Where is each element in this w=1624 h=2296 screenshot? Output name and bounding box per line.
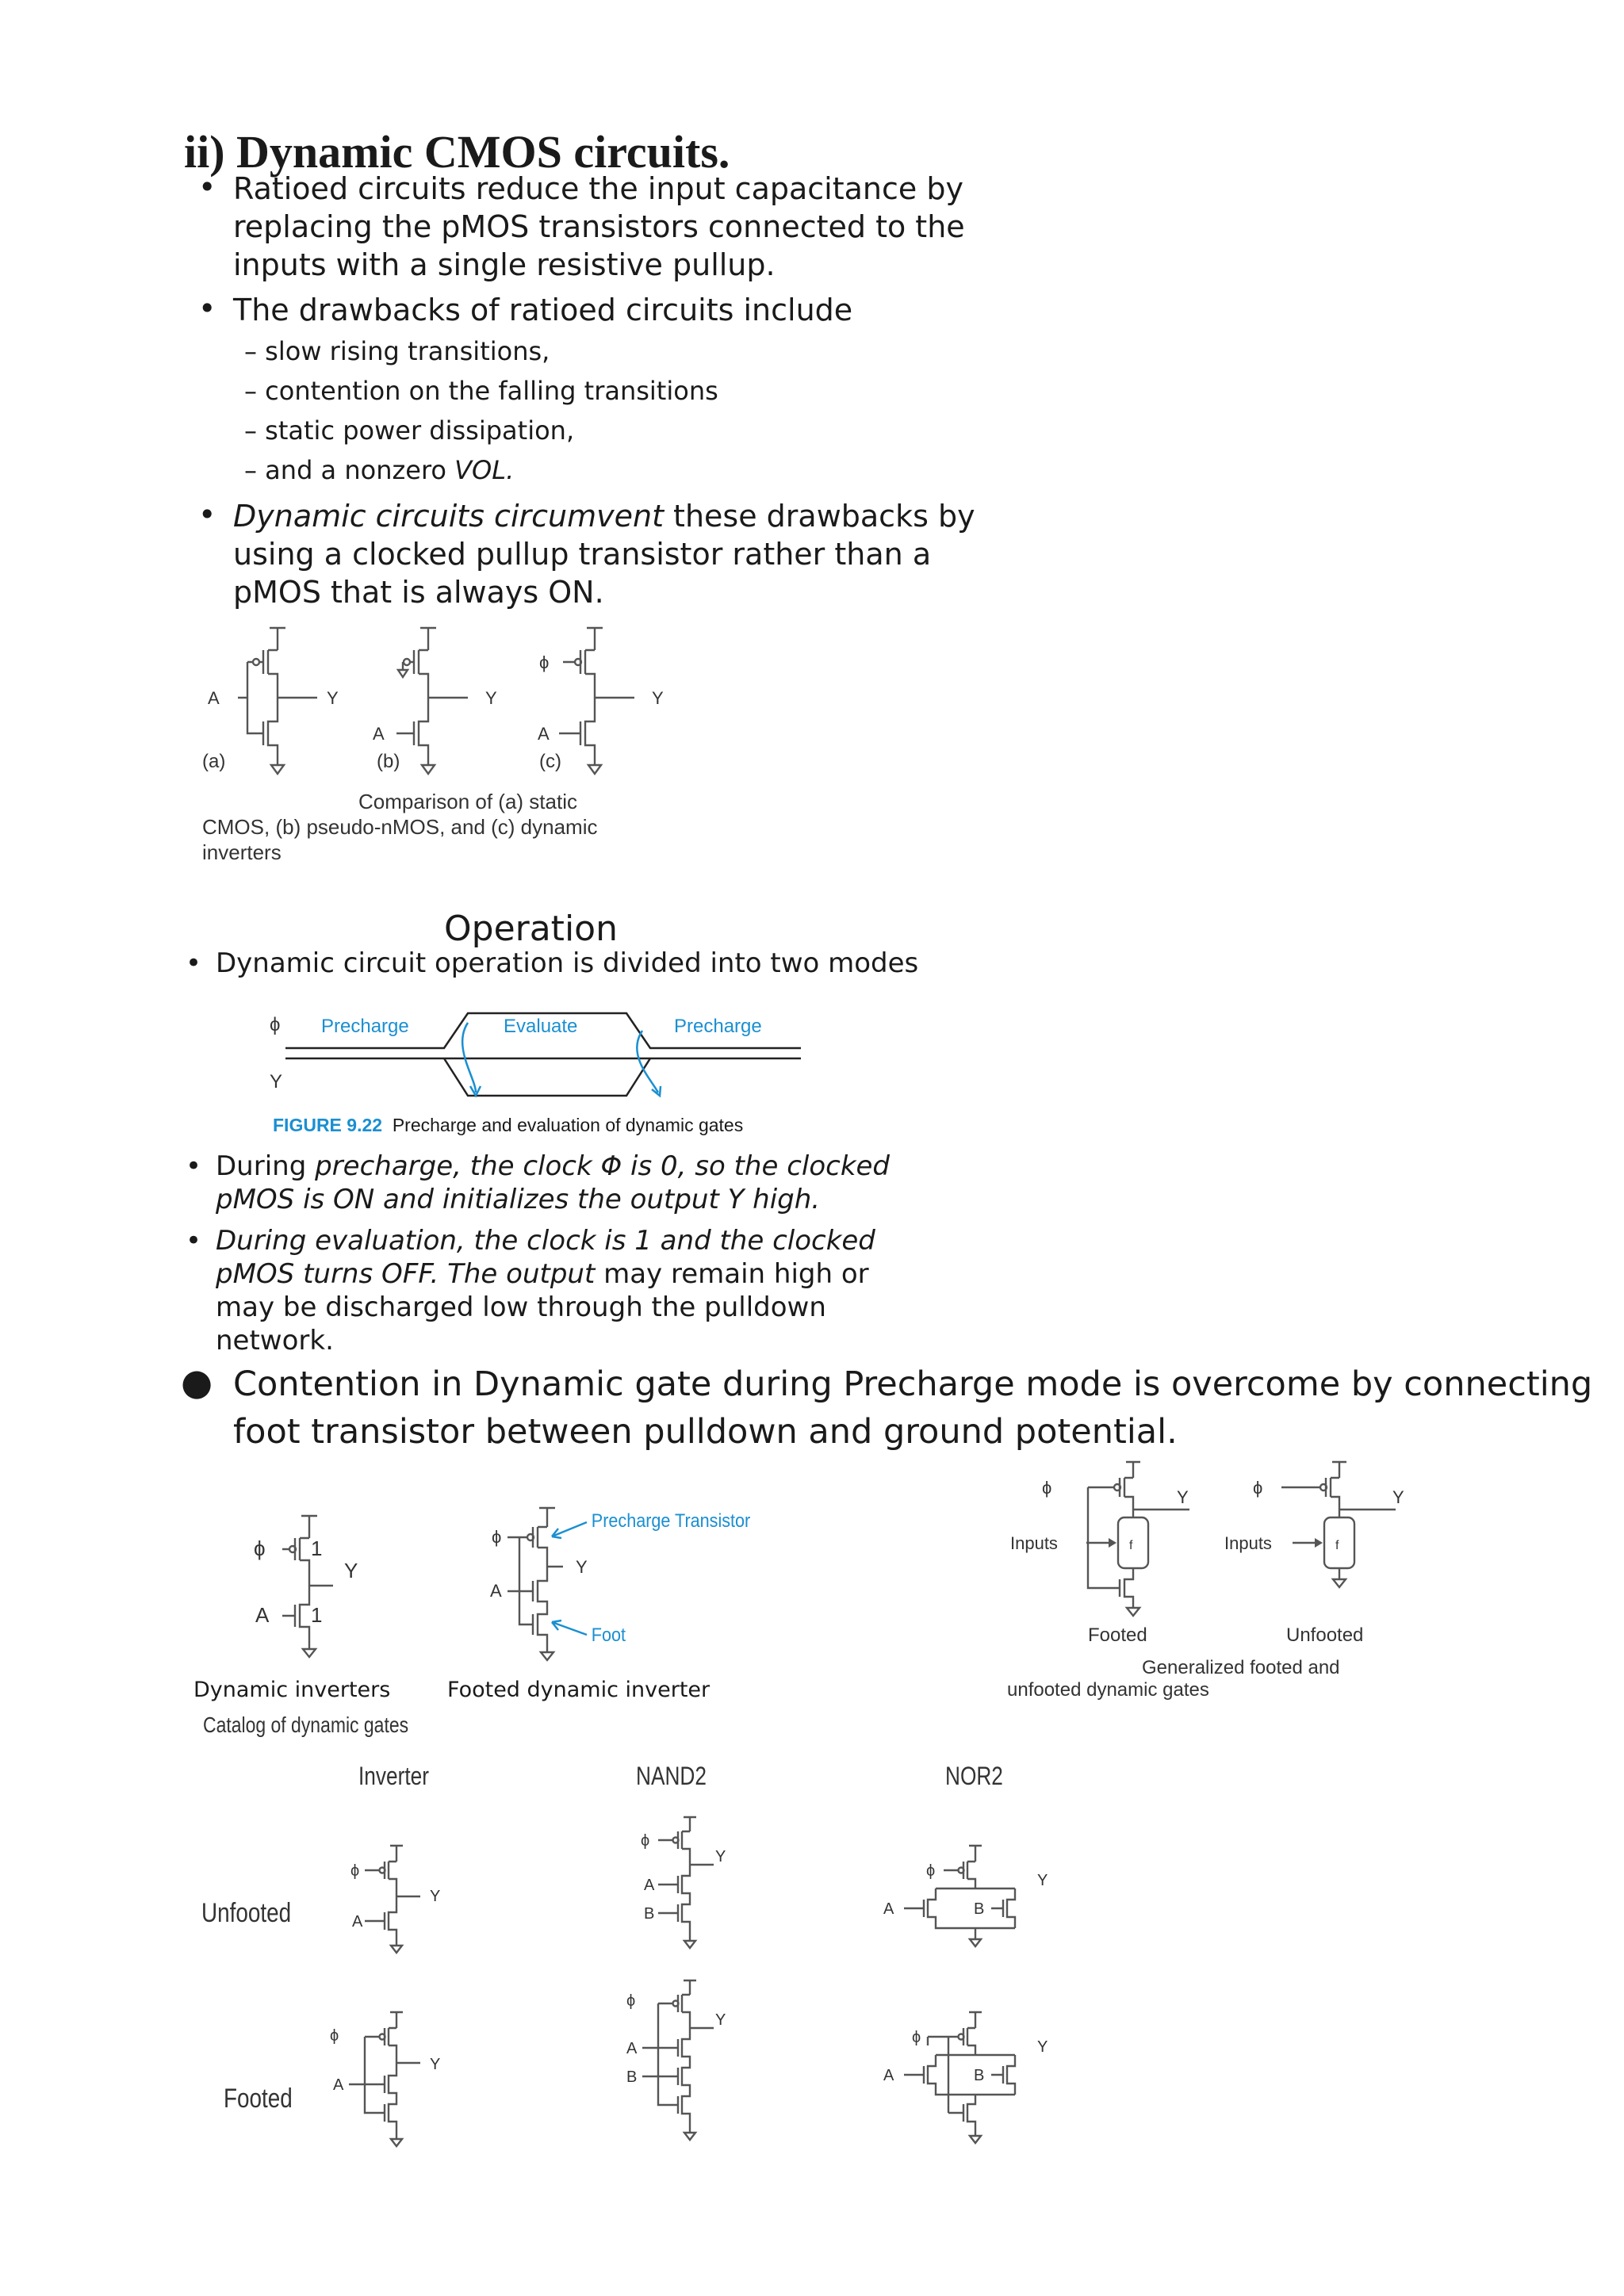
bullet-line: foot transistor between pulldown and ground potential. xyxy=(233,1412,1178,1452)
bullet-line: inputs with a single resistive pullup. xyxy=(233,247,776,282)
bullet-dot: • xyxy=(198,497,216,532)
catalog-footed-nor2 xyxy=(872,2006,1063,2164)
catalog-footed-nand2 xyxy=(611,1974,745,2172)
phi-label: ϕ xyxy=(926,1862,936,1880)
catalog-row-footed: Footed xyxy=(224,2084,293,2114)
bullet-dot: • xyxy=(186,1225,202,1257)
catalog-unfooted-nor2 xyxy=(872,1839,1063,1974)
timing-y: Y xyxy=(270,1071,283,1093)
bullet-dot: • xyxy=(198,291,216,326)
a-label: A xyxy=(255,1603,270,1627)
y-label: Y xyxy=(1037,1872,1048,1889)
bullet-line: pMOS is ON and initializes the output Y high. xyxy=(216,1184,821,1215)
phi-label: ϕ xyxy=(1253,1478,1263,1498)
bullet-line: pMOS that is always ON. xyxy=(233,575,604,610)
y-label: Y xyxy=(1177,1487,1189,1507)
label-phi: ϕ xyxy=(539,652,550,672)
footed-dynamic-inverter-figure xyxy=(476,1498,761,1673)
a-label: A xyxy=(644,1877,655,1894)
catalog-unfooted-inverter xyxy=(341,1839,460,1966)
bullet-line: Contention in Dynamic gate during Precharge mode is overcome by connecting xyxy=(233,1364,1593,1404)
b-label: B xyxy=(974,1900,985,1918)
y-label: Y xyxy=(1037,2038,1048,2056)
foot-label: Foot xyxy=(591,1623,626,1646)
phi-label: ϕ xyxy=(254,1536,266,1560)
phi-label: ϕ xyxy=(1042,1478,1052,1498)
label-a: A xyxy=(538,724,550,744)
subfig-c-label: (c) xyxy=(539,751,561,772)
phi-label: ϕ xyxy=(350,1862,360,1880)
catalog-footed-inverter xyxy=(325,2006,460,2164)
inverter-caption-2: CMOS, (b) pseudo-nMOS, and (c) dynamic xyxy=(202,815,598,839)
y-label: Y xyxy=(715,2011,726,2029)
label-y: Y xyxy=(652,688,664,708)
catalog-row-unfooted: Unfooted xyxy=(201,1898,292,1928)
f-label: f xyxy=(1335,1539,1339,1552)
generalized-caption-2: unfooted dynamic gates xyxy=(1007,1679,1209,1701)
bullet-line: The drawbacks of ratioed circuits include xyxy=(233,293,853,327)
figure-9-22-caption xyxy=(273,1115,743,1136)
one-label-top: 1 xyxy=(311,1536,323,1560)
timing-phase3: Precharge xyxy=(674,1016,762,1037)
precharge-transistor-label: Precharge Transistor xyxy=(591,1509,751,1532)
phi-label: ϕ xyxy=(626,1992,636,2010)
phi-label: ϕ xyxy=(912,2029,921,2046)
a-label: A xyxy=(352,1913,363,1931)
footed-label: Footed xyxy=(1088,1624,1147,1646)
bullet-dot: • xyxy=(186,947,202,979)
bullet-dot: ● xyxy=(181,1360,213,1403)
timing-phase2: Evaluate xyxy=(504,1016,578,1037)
inputs-label: Inputs xyxy=(1010,1533,1058,1553)
b-label: B xyxy=(644,1905,655,1923)
bullet-line: network. xyxy=(216,1325,334,1357)
figure-caption-text: Precharge and evaluation of dynamic gates xyxy=(392,1115,744,1135)
label-y: Y xyxy=(485,688,497,708)
subfig-b-label: (b) xyxy=(377,751,400,772)
dynamic-inverter-figure xyxy=(238,1506,412,1665)
drawback-item: – slow rising transitions, xyxy=(244,336,550,366)
unfooted-label: Unfooted xyxy=(1286,1624,1364,1646)
catalog-col-inverter: Inverter xyxy=(358,1762,429,1790)
operation-title: Operation xyxy=(444,909,618,949)
phi-label: ϕ xyxy=(641,1832,650,1850)
catalog-unfooted-nand2 xyxy=(626,1811,753,1969)
bullet-line: Dynamic circuits circumvent these drawbacks by xyxy=(233,499,975,534)
a-label: A xyxy=(490,1581,502,1601)
catalog-col-nand2: NAND2 xyxy=(636,1762,707,1790)
b-label: B xyxy=(626,2068,638,2086)
drawback-item: – contention on the falling transitions xyxy=(244,376,718,406)
f-label: f xyxy=(1129,1539,1133,1552)
bullet-line: replacing the pMOS transistors connected to the xyxy=(233,209,965,244)
bullet-line: During precharge, the clock Φ is 0, so the clocked xyxy=(216,1150,891,1182)
bullet-dot: • xyxy=(186,1150,202,1182)
static-cmos-inverter xyxy=(208,628,339,774)
y-label: Y xyxy=(1392,1487,1404,1507)
inverter-caption-1: Comparison of (a) static xyxy=(358,790,577,813)
bullet-line: using a clocked pullup transistor rather than a xyxy=(233,537,932,572)
bullet-dot: • xyxy=(198,170,216,205)
drawback-item: – and a nonzero VOL. xyxy=(244,455,515,485)
phi-label: ϕ xyxy=(330,2027,339,2045)
y-label: Y xyxy=(430,1888,441,1905)
subfig-a-label: (a) xyxy=(202,751,226,772)
figure-number: FIGURE 9.22 xyxy=(273,1115,383,1135)
bullet-line: Ratioed circuits reduce the input capacitance by xyxy=(233,171,963,206)
y-label: Y xyxy=(715,1848,726,1866)
catalog-col-nor2: NOR2 xyxy=(945,1762,1003,1790)
a-label: A xyxy=(883,1900,894,1918)
inputs-label: Inputs xyxy=(1224,1533,1272,1553)
label-a: A xyxy=(208,688,220,708)
timing-phi: ϕ xyxy=(270,1014,281,1035)
dynamic-inverters-caption: Dynamic inverters xyxy=(193,1678,391,1702)
bullet-line: pMOS turns OFF. The output may remain high or xyxy=(216,1258,869,1290)
a-label: A xyxy=(333,2076,344,2094)
bullet-line: During evaluation, the clock is 1 and the clocked xyxy=(216,1225,875,1257)
y-label: Y xyxy=(430,2056,441,2073)
bullet-line: may be discharged low through the pulldown xyxy=(216,1292,826,1323)
y-label: Y xyxy=(576,1557,588,1577)
label-y: Y xyxy=(327,688,339,708)
phi-label: ϕ xyxy=(492,1527,502,1547)
operation-bullet-text: Dynamic circuit operation is divided into two modes xyxy=(216,947,919,979)
timing-phase1: Precharge xyxy=(321,1016,409,1037)
label-a: A xyxy=(373,724,385,744)
catalog-title: Catalog of dynamic gates xyxy=(203,1712,409,1737)
generalized-caption-1: Generalized footed and xyxy=(1142,1657,1340,1678)
generalized-dynamic-gates-figure xyxy=(999,1454,1427,1652)
drawback-item: – static power dissipation, xyxy=(244,415,575,446)
a-label: A xyxy=(883,2067,894,2084)
y-label: Y xyxy=(344,1559,358,1582)
section-heading: ii) Dynamic CMOS circuits. xyxy=(184,126,730,178)
b-label: B xyxy=(974,2067,985,2084)
one-label-bottom: 1 xyxy=(311,1603,323,1627)
footed-inverter-caption: Footed dynamic inverter xyxy=(447,1678,710,1702)
inverter-caption-3: inverters xyxy=(202,840,282,864)
a-label: A xyxy=(626,2040,638,2057)
